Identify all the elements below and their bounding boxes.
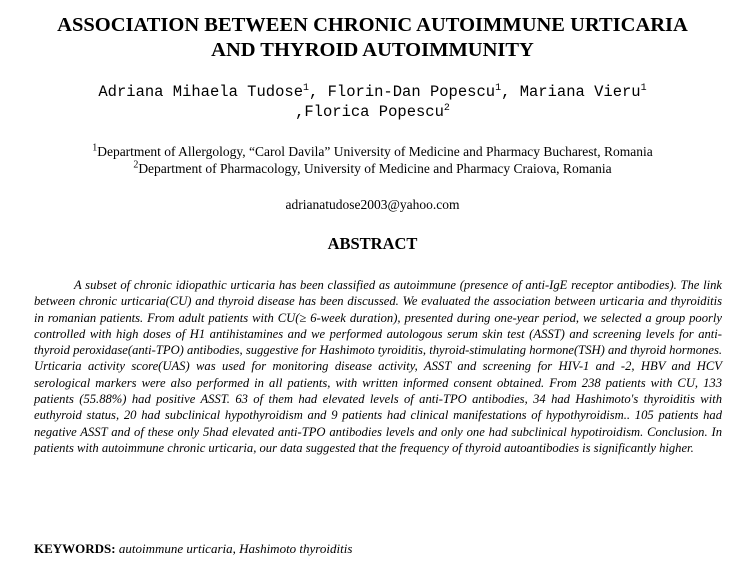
affiliation-text: Department of Allergology, “Carol Davila” University of Medicine and Pharmacy Bucharest, Romania — [97, 144, 653, 159]
author-name: Mariana Vieru — [519, 83, 641, 101]
affiliation-1 — [20, 143, 725, 160]
title-line-1: ASSOCIATION BETWEEN CHRONIC AUTOIMMUNE URTICARIA — [57, 14, 688, 36]
paper-title — [20, 13, 725, 63]
affiliation-mark: 1 — [92, 142, 98, 154]
author-affil-mark: 1 — [303, 82, 310, 94]
title-line-2: AND THYROID AUTOIMMUNITY — [211, 39, 534, 61]
affiliation-list — [20, 143, 725, 177]
affiliation-text: Department of Pharmacology, University of Medicine and Pharmacy Craiova, Romania — [138, 161, 612, 176]
contact-email: adrianatudose2003@yahoo.com — [285, 197, 460, 212]
author-name: Adriana Mihaela Tudose — [98, 83, 303, 101]
author-line-2: ,Florica Popescu$^2$ — [295, 102, 450, 121]
keywords-label: KEYWORDS: — [34, 541, 116, 556]
keywords — [34, 540, 722, 557]
author-name: Florin-Dan Popescu — [327, 83, 496, 101]
author-name: Florica Popescu — [304, 103, 444, 121]
author-affil-mark: 1 — [495, 82, 502, 94]
abstract-heading: ABSTRACT — [327, 234, 418, 253]
author-line-1: Adriana Mihaela Tudose$^1$, Florin-Dan Popescu$^1$, Mariana Vieru$^1$ — [98, 82, 647, 101]
author-affil-mark: 2 — [443, 102, 450, 114]
author-affil-mark: 1 — [640, 82, 647, 94]
abstract-body: A subset of chronic idiopathic urticaria has been classified as autoimmune (presence of anti-IgE receptor antibodies). The link between chronic urticaria(CU) and thyroid disease has been discussed. We evaluated the association between urticaria and thyroiditis in romanian patients. From adult patients with CU(≥ 6-week duration), presented during one-year period, we selected a group poorly controlled with high doses of H1 antihistamines and we performed autologous serum skin test (ASST) and screening levels for anti-thyroid peroxidase(anti-TPO) antibodies, suggestive for Hashimoto tyroiditis, thyroid-stimulating hormone(TSH) and thyroid hormones. Urticaria activity score(UAS) was used for monitoring disease activity, ASST and screening for HIV-1 and -2, HBV and HCV serological markers were also performed in all patients, with written informed consent obtained. From 238 patients with CU, 133 patients (55.88%) had positive ASST. 63 of them had elevated levels of anti-TPO antibodies, 34 had Hashimoto's thyroiditis with euthyroid status, 20 had subclinical hypothyroidism and 9 patients had clinical manifestations of hypothyroidism.. 105 patients had negative ASST and of these only 5had elevated anti-TPO antibodies levels and only one had subclinical hypotiroidism. Conclusion. In patients with autoimmune chronic urticaria, our data suggested that the frequency of thyroid autoantibodies is significantly higher. — [34, 278, 722, 455]
keywords-value: autoimmune urticaria, Hashimoto thyroiditis — [118, 541, 353, 556]
affiliation-2 — [20, 160, 725, 177]
author-list — [20, 82, 725, 122]
affiliation-mark: 2 — [133, 159, 139, 171]
